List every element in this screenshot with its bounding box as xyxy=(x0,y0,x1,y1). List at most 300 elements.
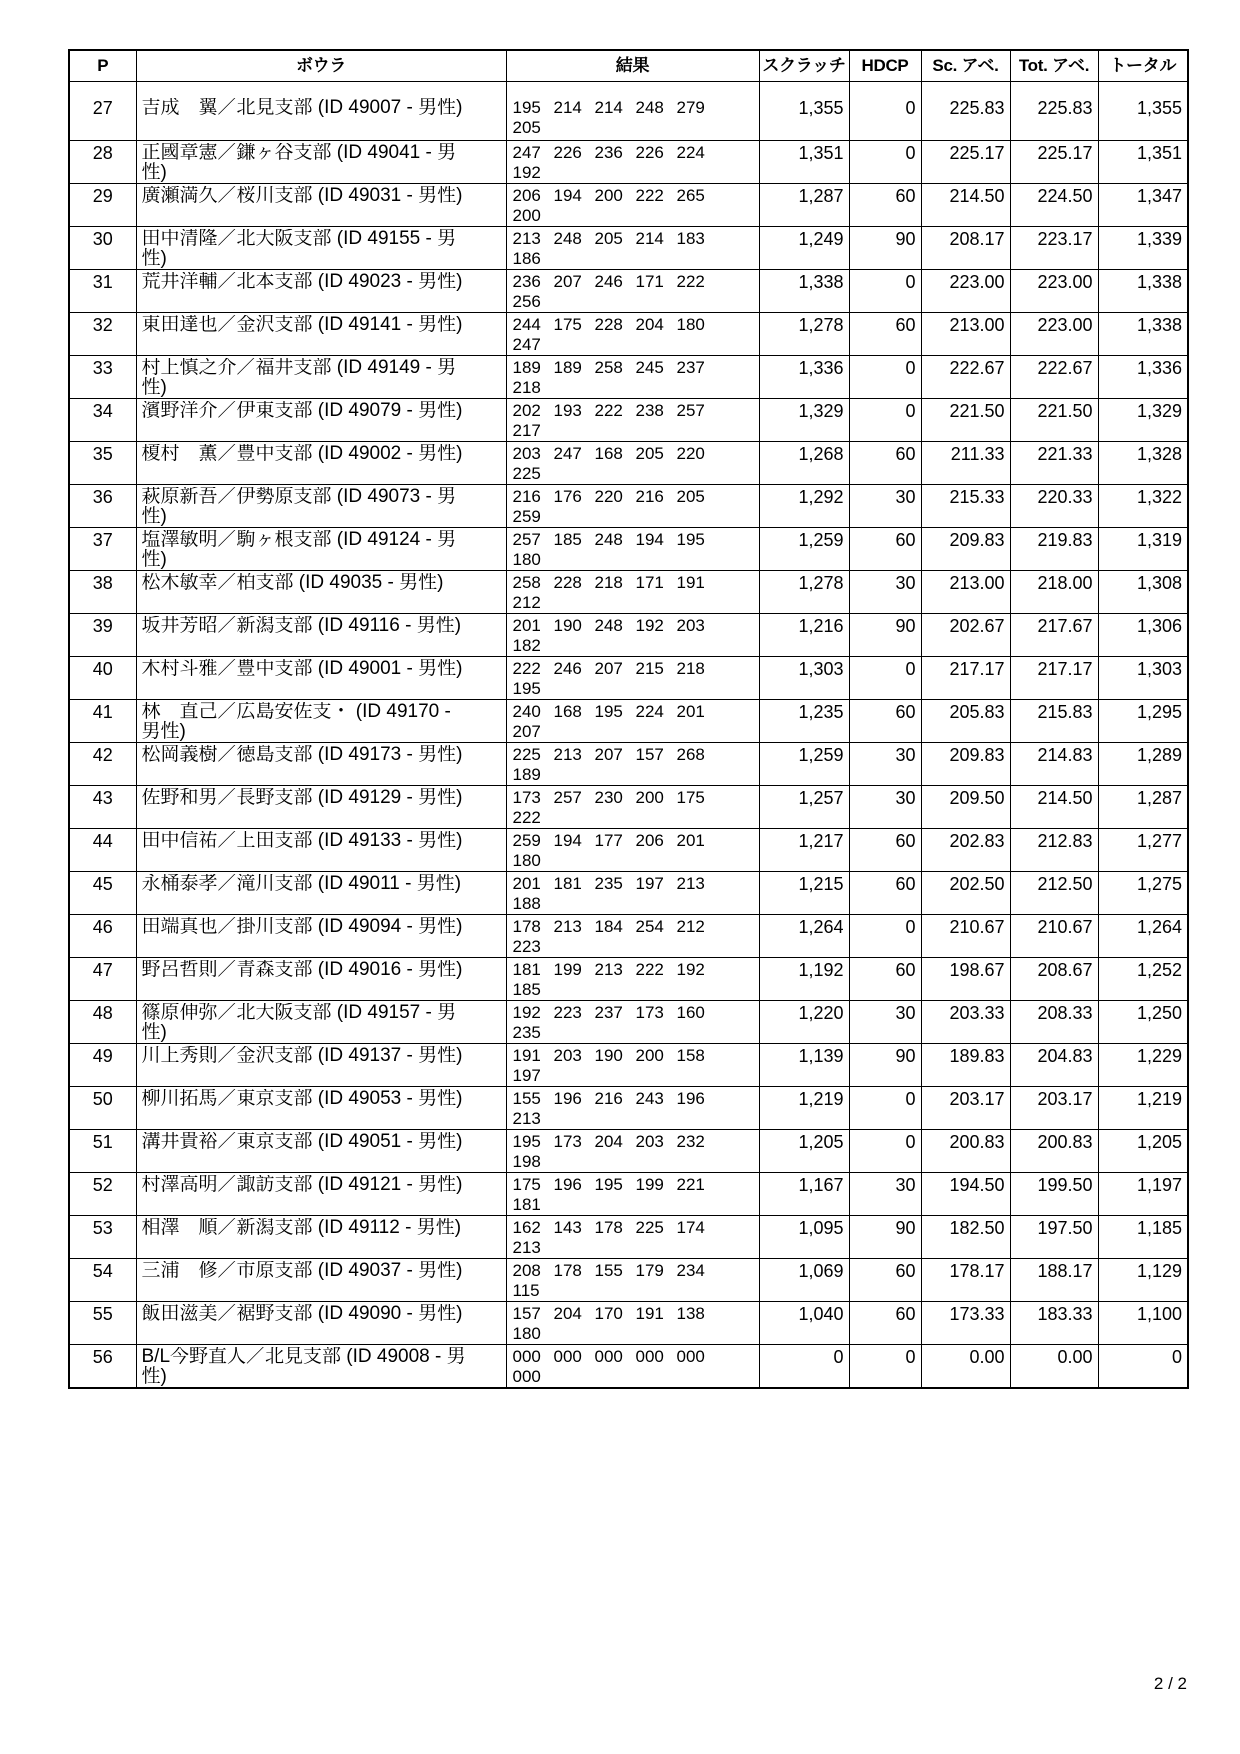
tot-average-cell: 225.83 xyxy=(1010,81,1098,140)
bowler-cell xyxy=(136,484,506,527)
game-score: 213 xyxy=(512,1237,541,1257)
table-row xyxy=(69,570,1188,613)
place-cell: 42 xyxy=(69,742,136,785)
bowler-name: 柳川拓馬／東京支部 (ID 49053 - 男性) xyxy=(141,1088,463,1109)
result-cell xyxy=(506,1301,759,1344)
hdcp-cell: 60 xyxy=(849,183,921,226)
bowler-name: 溝井貴裕／東京支部 (ID 49051 - 男性) xyxy=(141,1131,463,1152)
game-score: 189 xyxy=(553,357,582,377)
scratch-cell: 1,167 xyxy=(759,1172,849,1215)
place-cell: 29 xyxy=(69,183,136,226)
game-score: 212 xyxy=(512,592,541,612)
game-scores xyxy=(513,659,759,699)
game-score: 230 xyxy=(594,787,623,807)
game-scores xyxy=(513,1175,759,1215)
sc-average-cell: 203.33 xyxy=(921,1000,1010,1043)
game-score: 243 xyxy=(635,1088,664,1108)
hdcp-cell: 30 xyxy=(849,785,921,828)
scratch-cell: 0 xyxy=(759,1344,849,1388)
bowler-cell xyxy=(136,871,506,914)
game-scores xyxy=(513,1089,759,1129)
tot-average-cell: 215.83 xyxy=(1010,699,1098,742)
sc-average-cell: 213.00 xyxy=(921,312,1010,355)
tot-average-cell: 217.17 xyxy=(1010,656,1098,699)
bowler-cell xyxy=(136,656,506,699)
game-score: 217 xyxy=(512,420,541,440)
bowler-name: 萩原新吾／伊勢原支部 (ID 49073 - 男性) xyxy=(141,486,457,527)
game-score: 215 xyxy=(635,658,664,678)
game-score: 194 xyxy=(635,529,664,549)
place-cell: 37 xyxy=(69,527,136,570)
table-row xyxy=(69,312,1188,355)
scratch-cell: 1,095 xyxy=(759,1215,849,1258)
table-row xyxy=(69,484,1188,527)
scratch-cell: 1,205 xyxy=(759,1129,849,1172)
game-score: 206 xyxy=(635,830,664,850)
result-cell xyxy=(506,914,759,957)
total-cell: 1,275 xyxy=(1098,871,1188,914)
game-score: 194 xyxy=(553,185,582,205)
game-score: 155 xyxy=(594,1260,623,1280)
table-row xyxy=(69,1344,1188,1388)
total-cell: 1,252 xyxy=(1098,957,1188,1000)
game-score: 186 xyxy=(512,248,541,268)
sc-average-cell: 202.50 xyxy=(921,871,1010,914)
game-score: 168 xyxy=(553,701,582,721)
tot-average-cell: 183.33 xyxy=(1010,1301,1098,1344)
game-score: 181 xyxy=(512,1194,541,1214)
result-cell xyxy=(506,527,759,570)
game-score: 213 xyxy=(553,744,582,764)
scratch-cell: 1,139 xyxy=(759,1043,849,1086)
game-score: 177 xyxy=(594,830,623,850)
game-score: 257 xyxy=(512,529,541,549)
bowler-name: 塩澤敏明／駒ヶ根支部 (ID 49124 - 男性) xyxy=(141,529,457,570)
game-scores xyxy=(513,960,759,1000)
game-score: 171 xyxy=(635,572,664,592)
bowler-name: 荒井洋輔／北本支部 (ID 49023 - 男性) xyxy=(141,271,463,292)
total-cell: 1,100 xyxy=(1098,1301,1188,1344)
hdcp-cell: 30 xyxy=(849,1172,921,1215)
bowler-cell xyxy=(136,140,506,183)
total-cell: 1,355 xyxy=(1098,81,1188,140)
game-score: 157 xyxy=(512,1303,541,1323)
bowler-cell xyxy=(136,226,506,269)
game-score: 259 xyxy=(512,506,541,526)
game-score: 192 xyxy=(635,615,664,635)
game-score: 194 xyxy=(553,830,582,850)
result-cell xyxy=(506,1000,759,1043)
game-score: 199 xyxy=(553,959,582,979)
tot-average-cell: 223.00 xyxy=(1010,312,1098,355)
table-row xyxy=(69,1215,1188,1258)
scratch-cell: 1,235 xyxy=(759,699,849,742)
sc-average-cell: 209.83 xyxy=(921,742,1010,785)
bowler-cell xyxy=(136,398,506,441)
result-cell xyxy=(506,613,759,656)
scratch-cell: 1,303 xyxy=(759,656,849,699)
sc-average-cell: 173.33 xyxy=(921,1301,1010,1344)
game-score: 180 xyxy=(512,1323,541,1343)
game-score: 170 xyxy=(594,1303,623,1323)
result-cell xyxy=(506,1215,759,1258)
game-score: 174 xyxy=(676,1217,705,1237)
game-score: 180 xyxy=(512,850,541,870)
result-cell xyxy=(506,1129,759,1172)
tot-average-cell: 219.83 xyxy=(1010,527,1098,570)
hdcp-cell: 0 xyxy=(849,140,921,183)
tot-average-cell: 225.17 xyxy=(1010,140,1098,183)
tot-average-cell: 208.33 xyxy=(1010,1000,1098,1043)
game-score: 226 xyxy=(553,142,582,162)
results-table xyxy=(68,49,1189,1389)
hdcp-cell: 60 xyxy=(849,527,921,570)
place-cell: 54 xyxy=(69,1258,136,1301)
game-score: 000 xyxy=(676,1346,705,1366)
tot-average-cell: 204.83 xyxy=(1010,1043,1098,1086)
place-cell: 34 xyxy=(69,398,136,441)
game-score: 000 xyxy=(512,1346,541,1366)
total-cell: 1,185 xyxy=(1098,1215,1188,1258)
bowler-cell xyxy=(136,1000,506,1043)
game-score: 222 xyxy=(594,400,623,420)
header-place: P xyxy=(69,50,136,81)
result-cell xyxy=(506,1344,759,1388)
game-score: 178 xyxy=(594,1217,623,1237)
result-cell xyxy=(506,269,759,312)
game-score: 195 xyxy=(676,529,705,549)
game-score: 175 xyxy=(512,1174,541,1194)
bowler-name: 村上慎之介／福井支部 (ID 49149 - 男性) xyxy=(141,357,457,398)
total-cell: 1,339 xyxy=(1098,226,1188,269)
game-score: 180 xyxy=(512,549,541,569)
place-cell: 51 xyxy=(69,1129,136,1172)
result-cell xyxy=(506,742,759,785)
bowler-cell xyxy=(136,1043,506,1086)
scratch-cell: 1,249 xyxy=(759,226,849,269)
game-score: 181 xyxy=(553,873,582,893)
game-score: 162 xyxy=(512,1217,541,1237)
hdcp-cell: 60 xyxy=(849,312,921,355)
hdcp-cell: 30 xyxy=(849,1000,921,1043)
game-scores xyxy=(513,1347,759,1387)
game-score: 213 xyxy=(512,228,541,248)
game-scores xyxy=(513,874,759,914)
game-score: 220 xyxy=(594,486,623,506)
game-score: 216 xyxy=(512,486,541,506)
tot-average-cell: 0.00 xyxy=(1010,1344,1098,1388)
tot-average-cell: 214.83 xyxy=(1010,742,1098,785)
bowler-cell xyxy=(136,183,506,226)
total-cell: 1,308 xyxy=(1098,570,1188,613)
game-score: 228 xyxy=(553,572,582,592)
table-row xyxy=(69,1172,1188,1215)
scratch-cell: 1,264 xyxy=(759,914,849,957)
header-hdcp: HDCP xyxy=(849,50,921,81)
game-score: 201 xyxy=(512,873,541,893)
total-cell: 1,322 xyxy=(1098,484,1188,527)
game-score: 178 xyxy=(512,916,541,936)
game-score: 236 xyxy=(594,142,623,162)
game-score: 265 xyxy=(676,185,705,205)
table-row xyxy=(69,914,1188,957)
game-score: 246 xyxy=(553,658,582,678)
table-row xyxy=(69,1301,1188,1344)
sc-average-cell: 215.33 xyxy=(921,484,1010,527)
game-score: 222 xyxy=(635,185,664,205)
game-score: 203 xyxy=(635,1131,664,1151)
bowler-cell xyxy=(136,957,506,1000)
result-cell xyxy=(506,226,759,269)
place-cell: 32 xyxy=(69,312,136,355)
game-score: 247 xyxy=(553,443,582,463)
game-score: 223 xyxy=(512,936,541,956)
game-score: 205 xyxy=(594,228,623,248)
hdcp-cell: 30 xyxy=(849,742,921,785)
game-scores xyxy=(513,1218,759,1258)
bowler-name: 永桶泰孝／滝川支部 (ID 49011 - 男性) xyxy=(141,873,462,894)
tot-average-cell: 223.00 xyxy=(1010,269,1098,312)
result-cell xyxy=(506,484,759,527)
game-score: 247 xyxy=(512,142,541,162)
bowler-cell xyxy=(136,1344,506,1388)
hdcp-cell: 0 xyxy=(849,656,921,699)
place-cell: 35 xyxy=(69,441,136,484)
game-score: 259 xyxy=(512,830,541,850)
sc-average-cell: 209.50 xyxy=(921,785,1010,828)
table-row xyxy=(69,226,1188,269)
sc-average-cell: 225.83 xyxy=(921,81,1010,140)
game-score: 201 xyxy=(512,615,541,635)
total-cell: 1,205 xyxy=(1098,1129,1188,1172)
game-score: 212 xyxy=(676,916,705,936)
sc-average-cell: 0.00 xyxy=(921,1344,1010,1388)
game-score: 196 xyxy=(553,1174,582,1194)
scratch-cell: 1,257 xyxy=(759,785,849,828)
hdcp-cell: 60 xyxy=(849,441,921,484)
total-cell: 1,197 xyxy=(1098,1172,1188,1215)
game-scores xyxy=(513,616,759,656)
place-cell: 47 xyxy=(69,957,136,1000)
place-cell: 52 xyxy=(69,1172,136,1215)
game-score: 183 xyxy=(676,228,705,248)
bowler-name: 松木敏幸／柏支部 (ID 49035 - 男性) xyxy=(141,572,444,593)
game-score: 248 xyxy=(553,228,582,248)
total-cell: 1,336 xyxy=(1098,355,1188,398)
bowler-name: 田中信祐／上田支部 (ID 49133 - 男性) xyxy=(141,830,463,851)
bowler-name: 田端真也／掛川支部 (ID 49094 - 男性) xyxy=(141,916,463,937)
total-cell: 1,287 xyxy=(1098,785,1188,828)
game-scores xyxy=(513,487,759,527)
hdcp-cell: 0 xyxy=(849,1129,921,1172)
bowler-cell xyxy=(136,355,506,398)
tot-average-cell: 222.67 xyxy=(1010,355,1098,398)
table-row xyxy=(69,81,1188,140)
game-score: 173 xyxy=(512,787,541,807)
sc-average-cell: 198.67 xyxy=(921,957,1010,1000)
total-cell: 1,328 xyxy=(1098,441,1188,484)
bowler-name: 榎村 薫／豊中支部 (ID 49002 - 男性) xyxy=(141,443,463,464)
table-row xyxy=(69,656,1188,699)
bowler-name: 林 直己／広島安佐支・ (ID 49170 - 男性) xyxy=(141,701,451,742)
tot-average-cell: 214.50 xyxy=(1010,785,1098,828)
tot-average-cell: 212.50 xyxy=(1010,871,1098,914)
game-score: 224 xyxy=(635,701,664,721)
scratch-cell: 1,219 xyxy=(759,1086,849,1129)
result-cell xyxy=(506,140,759,183)
game-score: 207 xyxy=(512,721,541,741)
game-score: 244 xyxy=(512,314,541,334)
game-score: 200 xyxy=(512,205,541,225)
header-tot-average: Tot. アベ. xyxy=(1010,50,1098,81)
total-cell: 1,289 xyxy=(1098,742,1188,785)
game-score: 205 xyxy=(512,117,541,137)
total-cell: 1,338 xyxy=(1098,269,1188,312)
table-row xyxy=(69,1258,1188,1301)
bowler-cell xyxy=(136,570,506,613)
hdcp-cell: 0 xyxy=(849,269,921,312)
page-number: 2 / 2 xyxy=(1153,1674,1187,1693)
game-score: 000 xyxy=(512,1366,541,1386)
total-cell: 1,347 xyxy=(1098,183,1188,226)
bowler-cell xyxy=(136,1086,506,1129)
table-row xyxy=(69,1129,1188,1172)
result-cell xyxy=(506,699,759,742)
game-score: 175 xyxy=(676,787,705,807)
game-score: 173 xyxy=(553,1131,582,1151)
total-cell: 0 xyxy=(1098,1344,1188,1388)
result-cell xyxy=(506,1086,759,1129)
bowler-name: 東田達也／金沢支部 (ID 49141 - 男性) xyxy=(141,314,463,335)
game-scores xyxy=(513,1046,759,1086)
sc-average-cell: 202.67 xyxy=(921,613,1010,656)
total-cell: 1,219 xyxy=(1098,1086,1188,1129)
game-score: 175 xyxy=(553,314,582,334)
total-cell: 1,329 xyxy=(1098,398,1188,441)
sc-average-cell: 194.50 xyxy=(921,1172,1010,1215)
hdcp-cell: 30 xyxy=(849,570,921,613)
game-score: 171 xyxy=(635,271,664,291)
game-score: 245 xyxy=(635,357,664,377)
header-scratch: スクラッチ xyxy=(759,50,849,81)
bowler-name: 廣瀬満久／桜川支部 (ID 49031 - 男性) xyxy=(141,185,463,206)
table-row xyxy=(69,1086,1188,1129)
game-score: 182 xyxy=(512,635,541,655)
hdcp-cell: 0 xyxy=(849,81,921,140)
total-cell: 1,303 xyxy=(1098,656,1188,699)
place-cell: 41 xyxy=(69,699,136,742)
result-cell xyxy=(506,785,759,828)
result-cell xyxy=(506,1172,759,1215)
place-cell: 31 xyxy=(69,269,136,312)
place-cell: 38 xyxy=(69,570,136,613)
game-score: 238 xyxy=(635,400,664,420)
game-score: 188 xyxy=(512,893,541,913)
game-score: 222 xyxy=(635,959,664,979)
game-score: 202 xyxy=(512,400,541,420)
results-body xyxy=(69,81,1188,1388)
bowler-name: 篠原伸弥／北大阪支部 (ID 49157 - 男性) xyxy=(141,1002,457,1043)
bowler-cell xyxy=(136,1258,506,1301)
sc-average-cell: 200.83 xyxy=(921,1129,1010,1172)
game-score: 000 xyxy=(594,1346,623,1366)
game-score: 195 xyxy=(512,1131,541,1151)
place-cell: 27 xyxy=(69,81,136,140)
game-score: 190 xyxy=(594,1045,623,1065)
table-row xyxy=(69,1043,1188,1086)
hdcp-cell: 30 xyxy=(849,484,921,527)
game-scores xyxy=(513,143,759,183)
bowler-cell xyxy=(136,828,506,871)
bowler-cell xyxy=(136,699,506,742)
game-scores xyxy=(513,401,759,441)
table-row xyxy=(69,441,1188,484)
game-score: 191 xyxy=(676,572,705,592)
game-score: 254 xyxy=(635,916,664,936)
total-cell: 1,319 xyxy=(1098,527,1188,570)
game-score: 226 xyxy=(635,142,664,162)
game-score: 203 xyxy=(512,443,541,463)
header-row xyxy=(69,50,1188,81)
game-score: 195 xyxy=(594,701,623,721)
bowler-cell xyxy=(136,441,506,484)
game-score: 179 xyxy=(635,1260,664,1280)
table-row xyxy=(69,527,1188,570)
game-scores xyxy=(513,917,759,957)
tot-average-cell: 210.67 xyxy=(1010,914,1098,957)
header-result: 結果 xyxy=(506,50,759,81)
game-scores xyxy=(513,1003,759,1043)
hdcp-cell: 0 xyxy=(849,1086,921,1129)
bowler-name: 田中清隆／北大阪支部 (ID 49155 - 男性) xyxy=(141,228,457,269)
total-cell: 1,264 xyxy=(1098,914,1188,957)
scratch-cell: 1,192 xyxy=(759,957,849,1000)
bowler-cell xyxy=(136,269,506,312)
game-score: 208 xyxy=(512,1260,541,1280)
header-bowler: ボウラ xyxy=(136,50,506,81)
game-scores xyxy=(513,98,759,138)
game-score: 204 xyxy=(594,1131,623,1151)
total-cell: 1,229 xyxy=(1098,1043,1188,1086)
place-cell: 43 xyxy=(69,785,136,828)
game-score: 214 xyxy=(594,97,623,117)
table-row xyxy=(69,613,1188,656)
game-score: 213 xyxy=(553,916,582,936)
sc-average-cell: 211.33 xyxy=(921,441,1010,484)
bowler-name: 飯田滋美／裾野支部 (ID 49090 - 男性) xyxy=(141,1303,463,1324)
game-scores xyxy=(513,1304,759,1344)
game-score: 223 xyxy=(553,1002,582,1022)
game-score: 158 xyxy=(676,1045,705,1065)
game-score: 240 xyxy=(512,701,541,721)
place-cell: 39 xyxy=(69,613,136,656)
bowler-cell xyxy=(136,1129,506,1172)
result-cell xyxy=(506,355,759,398)
tot-average-cell: 224.50 xyxy=(1010,183,1098,226)
table-row xyxy=(69,699,1188,742)
place-cell: 40 xyxy=(69,656,136,699)
bowler-cell xyxy=(136,1301,506,1344)
scratch-cell: 1,278 xyxy=(759,312,849,355)
sc-average-cell: 205.83 xyxy=(921,699,1010,742)
game-score: 257 xyxy=(676,400,705,420)
result-cell xyxy=(506,656,759,699)
hdcp-cell: 60 xyxy=(849,1258,921,1301)
scratch-cell: 1,336 xyxy=(759,355,849,398)
tot-average-cell: 212.83 xyxy=(1010,828,1098,871)
bowler-cell xyxy=(136,312,506,355)
result-cell xyxy=(506,957,759,1000)
